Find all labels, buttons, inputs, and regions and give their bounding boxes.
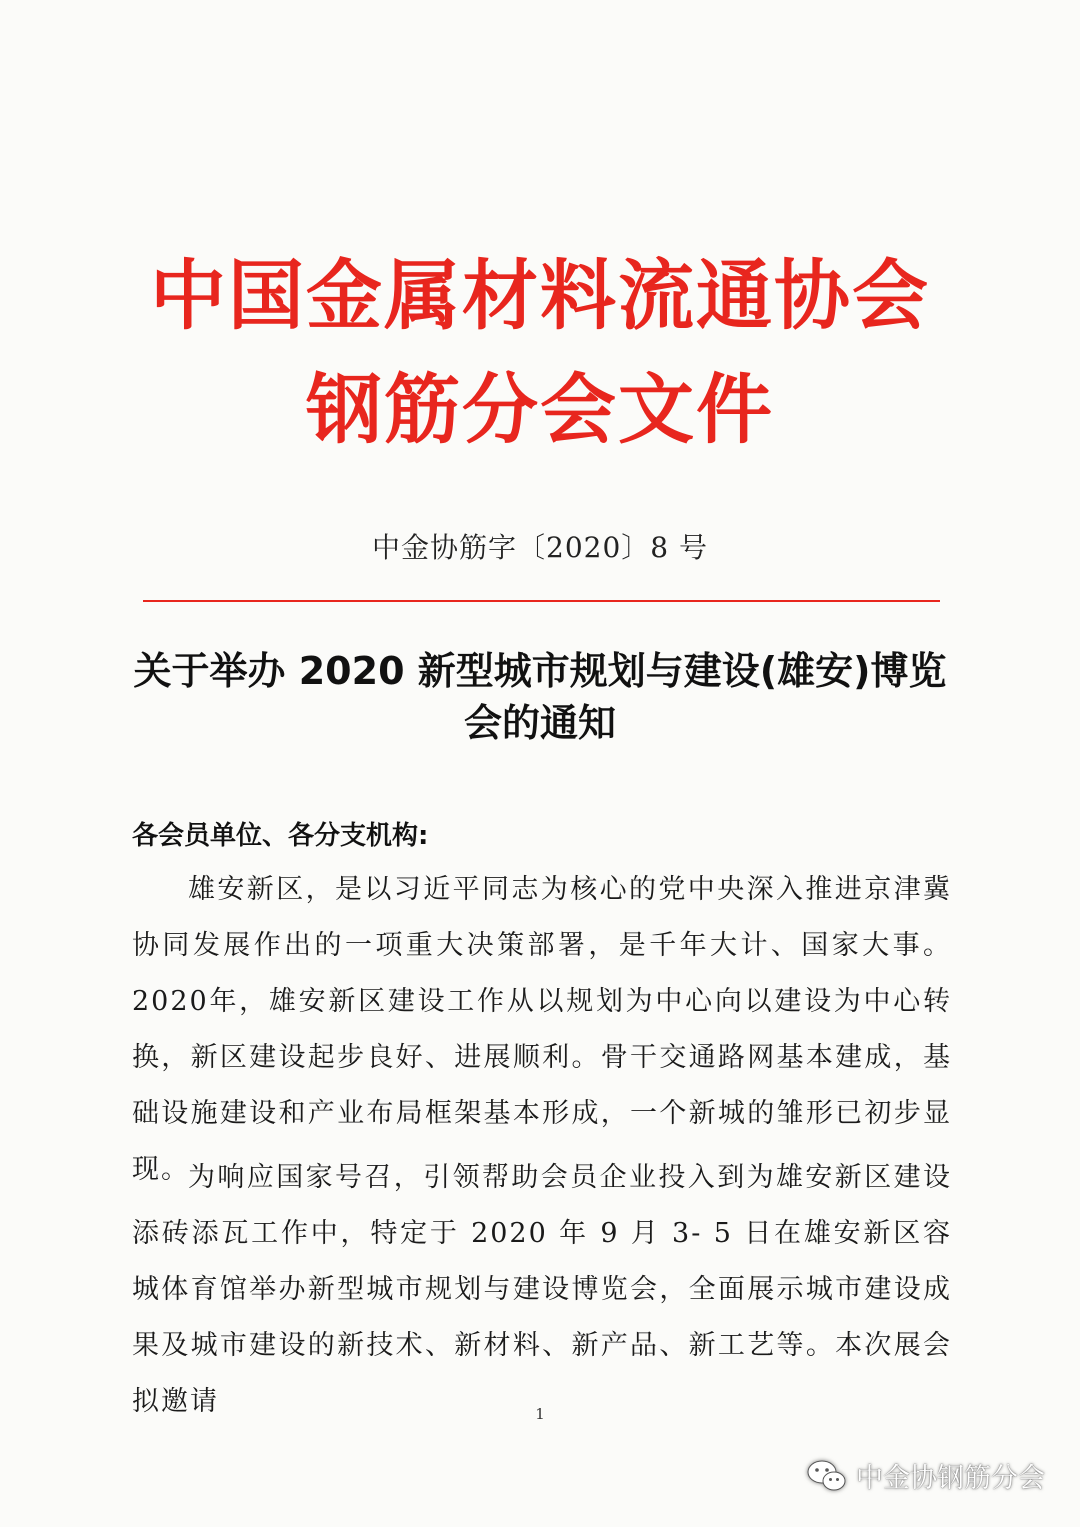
notice-title: 关于举办 2020 新型城市规划与建设(雄安)博览会的通知 bbox=[133, 649, 947, 745]
red-divider-line bbox=[143, 600, 940, 602]
body-paragraph-2: 为响应国家号召，引领帮助会员企业投入到为雄安新区建设添砖添瓦工作中，特定于 2020 年 9 月 3- 5 日在雄安新区容城体育馆举办新型城市规划与建设博览会，全面展示城市建设成果及城市建设的新技术、新材料、新产品、新工艺等。本次展会拟邀请 bbox=[132, 1162, 952, 1417]
org-title-line1: 中国金属材料流通协会 bbox=[150, 251, 930, 340]
salutation: 各会员单位、各分支机构: bbox=[132, 821, 429, 851]
watermark bbox=[806, 1456, 1045, 1495]
wechat-icon bbox=[806, 1458, 848, 1494]
page-number: 1 bbox=[535, 1405, 545, 1423]
document-number: 中金协筋字〔2020〕8 号 bbox=[372, 531, 708, 564]
org-title-line2: 钢筋分会文件 bbox=[306, 365, 774, 454]
watermark-text: 中金协钢筋分会 bbox=[856, 1463, 1045, 1494]
body-paragraph-1: 雄安新区，是以习近平同志为核心的党中央深入推进京津冀协同发展作出的一项重大决策部署，是千年大计、国家大事。2020年，雄安新区建设工作从以规划为中心向以建设为中心转换，新区建设起步良好、进展顺利。骨干交通路网基本建成，基础设施建设和产业布局框架基本形成，一个新城的雏形已初步显现。 bbox=[132, 874, 952, 1185]
